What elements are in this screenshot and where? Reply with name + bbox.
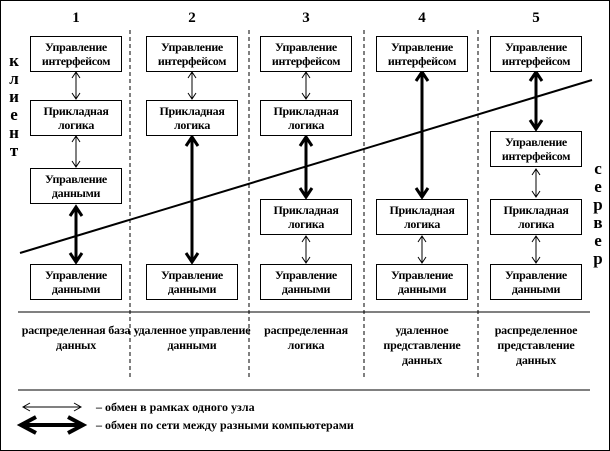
column-caption: удаленное управление данными	[133, 323, 251, 352]
column-caption: распределенное представление данных	[494, 323, 578, 367]
data-box: Управление данными	[490, 264, 582, 300]
column-number: 1	[72, 10, 80, 26]
interface-box: Управление интерфейсом	[376, 36, 468, 72]
logic-box: Прикладная логика	[260, 100, 352, 136]
client-label: к л и е н т	[9, 51, 19, 160]
logic-box: Прикладная логика	[146, 100, 238, 136]
logic-box: Прикладная логика	[260, 199, 352, 235]
column-caption: удаленное представление данных	[383, 323, 461, 367]
logic-box: Прикладная логика	[376, 199, 468, 235]
legend-local-text: – обмен в рамках одного узла	[96, 400, 255, 414]
server-label: с е р в е р	[593, 159, 603, 268]
interface-box: Управление интерфейсом	[30, 36, 122, 72]
data-box: Управление данными	[146, 264, 238, 300]
interface-box: Управление интерфейсом	[490, 36, 582, 72]
column-number: 4	[418, 10, 426, 26]
column-number: 3	[302, 10, 310, 26]
legend-thick-arrow	[21, 417, 83, 433]
interface-box: Управление интерфейсом	[490, 131, 582, 167]
data-box: Управление данными	[376, 264, 468, 300]
interface-box: Управление интерфейсом	[260, 36, 352, 72]
column-number: 2	[188, 10, 196, 26]
interface-box: Управление интерфейсом	[146, 36, 238, 72]
legend-network-text: – обмен по сети между разными компьютерами	[96, 418, 354, 432]
logic-box: Прикладная логика	[30, 100, 122, 136]
column-caption: распределенная база данных	[21, 323, 131, 352]
logic-box: Прикладная логика	[490, 199, 582, 235]
data-box: Управление данными	[30, 264, 122, 300]
column-caption: распределенная логика	[264, 323, 348, 352]
data-box: Управление данными	[30, 168, 122, 204]
legend-thin-arrow	[23, 403, 81, 411]
column-number: 5	[532, 10, 540, 26]
data-box: Управление данными	[260, 264, 352, 300]
